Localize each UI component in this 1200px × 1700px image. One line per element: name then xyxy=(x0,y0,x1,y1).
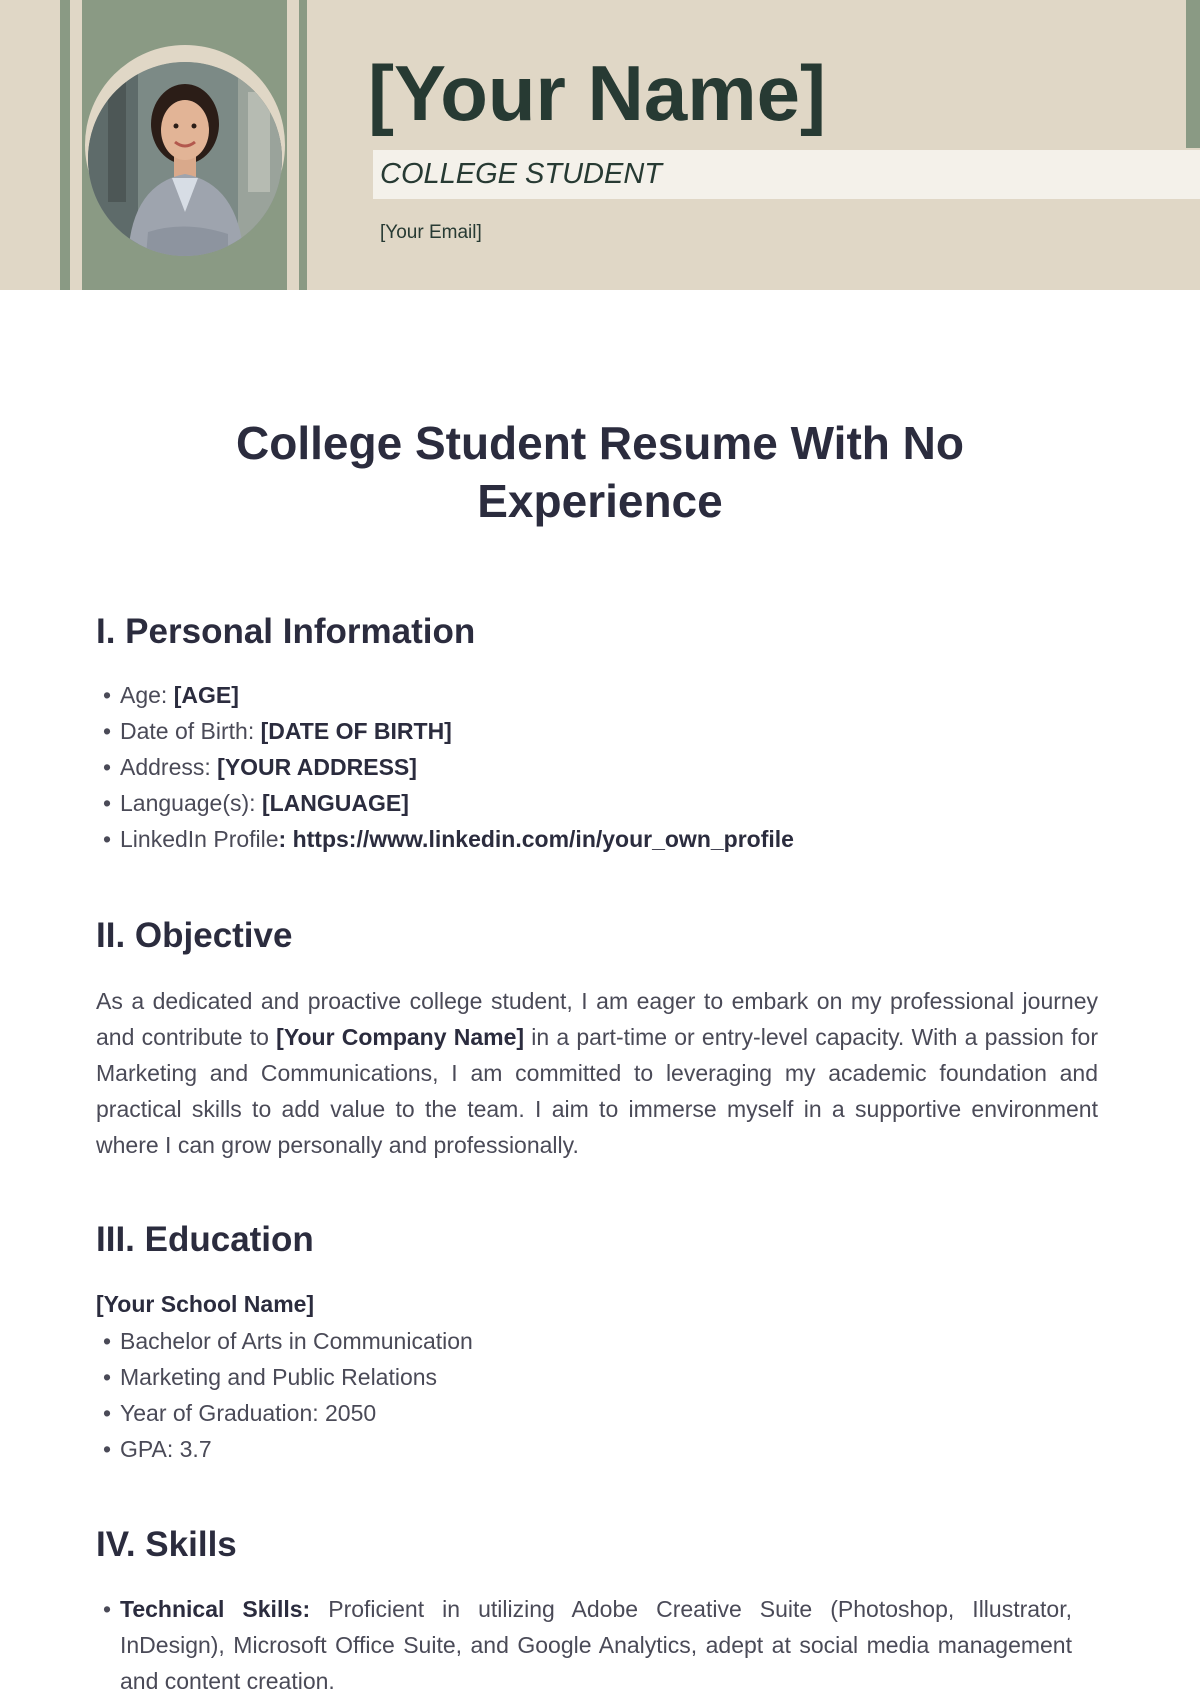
skills-list xyxy=(96,1591,1072,1699)
sage-strip-right xyxy=(1186,0,1200,148)
section-heading-education: III. Education xyxy=(96,1220,314,1259)
list-item: • Age: [AGE] xyxy=(96,677,794,713)
candidate-name: [Your Name] xyxy=(368,49,826,137)
section-heading-personal: I. Personal Information xyxy=(96,612,476,651)
list-item: • Marketing and Public Relations xyxy=(96,1359,473,1395)
list-item: • Bachelor of Arts in Communication xyxy=(96,1323,473,1359)
objective-paragraph: As a dedicated and proactive college student, I am eager to embark on my professional journey and contribute to [Your Company Name] in a part-time or entry-level capacity. With a passion for Marketing and Communications, I am committed to leveraging my academic foundation and practical skills to add value to the team. I aim to immerse myself in a supportive environment where I can grow personally and professionally. xyxy=(96,988,1098,1158)
list-item: • Language(s): [LANGUAGE] xyxy=(96,785,794,821)
profile-photo xyxy=(88,62,282,256)
resume-header xyxy=(0,0,1200,290)
candidate-role: COLLEGE STUDENT xyxy=(380,158,662,190)
list-item: • LinkedIn Profile: https://www.linkedin.com/in/your_own_profile xyxy=(96,821,794,857)
document-title-line2: Experience xyxy=(477,475,723,527)
education-list xyxy=(96,1323,473,1467)
section-heading-objective: II. Objective xyxy=(96,916,293,955)
list-item: • GPA: 3.7 xyxy=(96,1431,473,1467)
band-divider-right xyxy=(287,0,299,290)
document-title-line1: College Student Resume With No xyxy=(236,417,964,469)
candidate-email: [Your Email] xyxy=(380,222,482,243)
document-title xyxy=(150,414,1050,530)
section-heading-skills: IV. Skills xyxy=(96,1525,237,1564)
list-item: • Year of Graduation: 2050 xyxy=(96,1395,473,1431)
band-divider-left xyxy=(70,0,82,290)
list-item: • Date of Birth: [DATE OF BIRTH] xyxy=(96,713,794,749)
personal-info-list xyxy=(96,677,794,857)
list-item: • Technical Skills: Proficient in utilizing Adobe Creative Suite (Photoshop, Illustrator, InDesign), Microsoft Office Suite, and Google Analytics, adept at social media management and content creation. xyxy=(96,1591,1072,1699)
list-item: • Address: [YOUR ADDRESS] xyxy=(96,749,794,785)
school-name: [Your School Name] xyxy=(96,1291,315,1317)
